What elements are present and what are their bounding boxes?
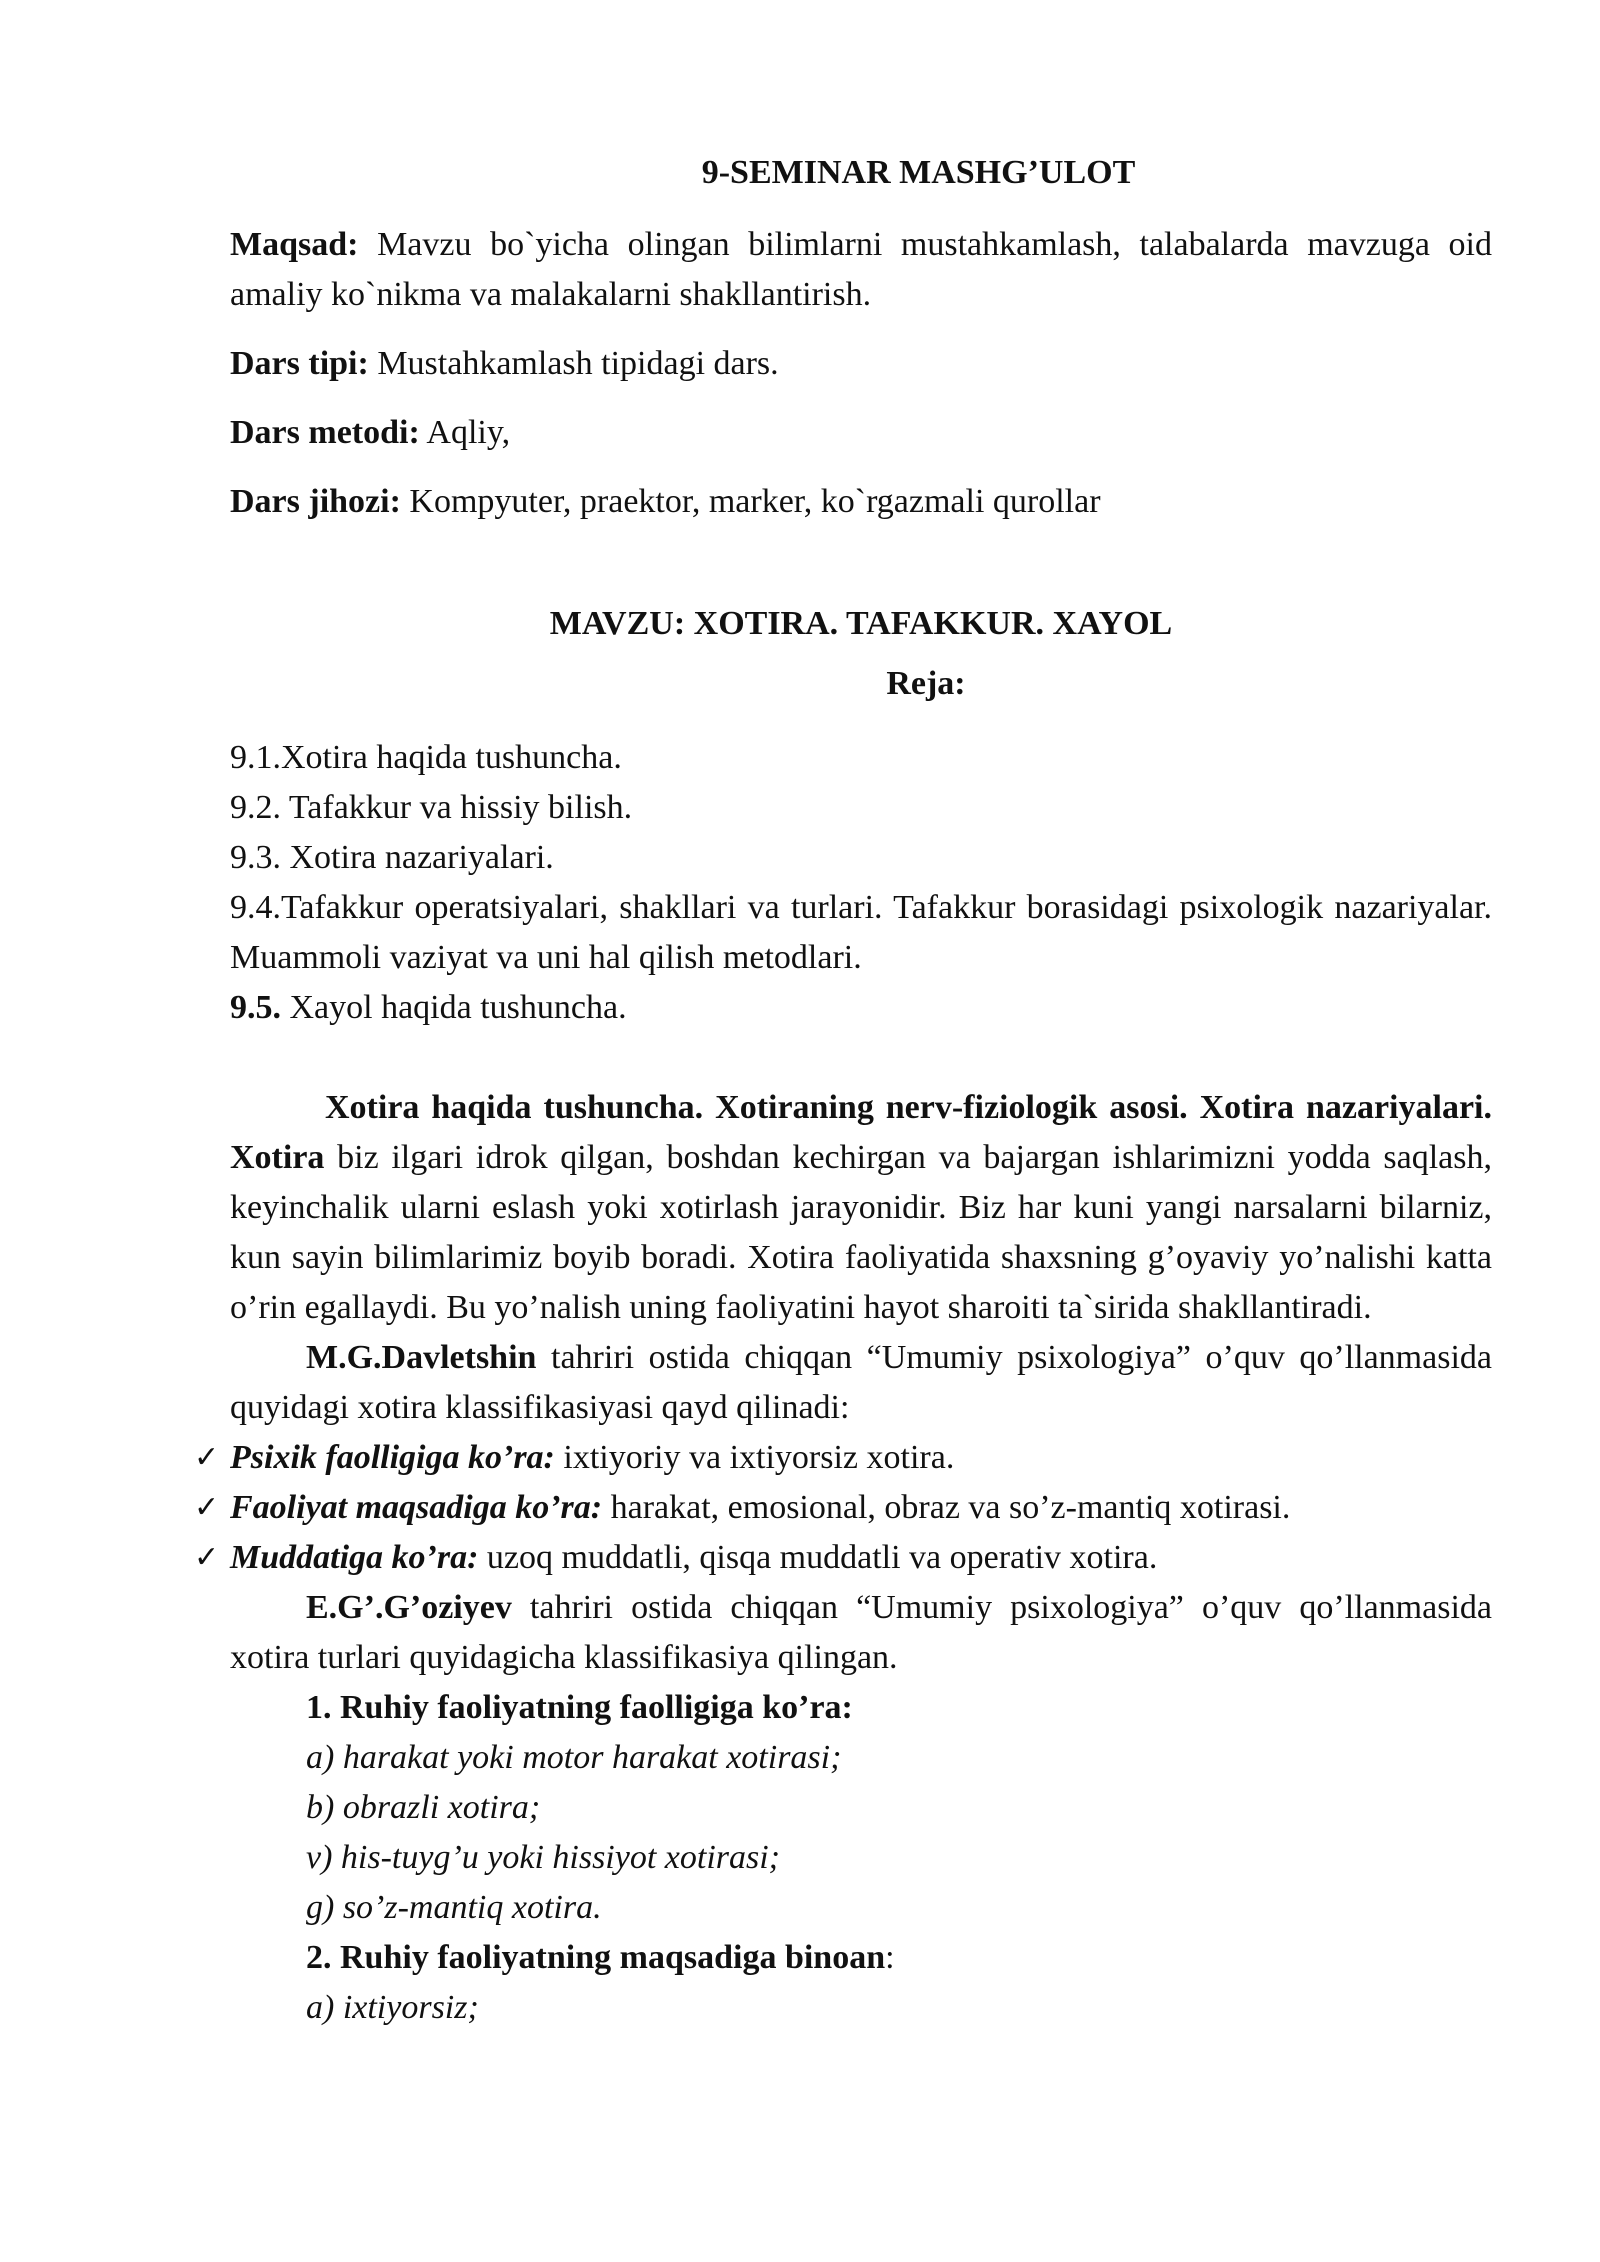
goziyev-paragraph: [230, 1583, 1492, 1683]
classification-heading: [306, 1933, 1492, 1983]
dars-jihozi-paragraph: [230, 477, 1492, 527]
dars-jihozi-label: Dars jihozi:: [230, 483, 401, 520]
classification-item: v) his-tuyg’u yoki hissiyot xotirasi;: [306, 1839, 781, 1876]
section-text: biz ilgari idrok qilgan, boshdan kechirgan va bajargan ishlarimizni yodda saqlash, keyinchalik ularni eslash yoki xotirlash jarayonidir. Biz har kuni yangi narsalarni bilarniz, kun sayin bilimlarimiz boyib boradi. Xotira faoliyatida shaxsning g’oyaviy yo’nalishi katta o’rin egallaydi. Bu yo’nalish uning faoliyatini hayot sharoiti ta`sirida shakllantiradi.: [230, 1139, 1492, 1326]
checklist-item: [194, 1483, 1492, 1533]
classification-item: g) so’z-mantiq xotira.: [306, 1889, 602, 1926]
checkmark-icon: ✓: [194, 1440, 220, 1475]
dars-tipi-label: Dars tipi:: [230, 345, 369, 382]
plan-item: 9.4.Tafakkur operatsiyalari, shakllari va turlari. Tafakkur borasidagi psixologik nazariyalar. Muammoli vaziyat va uni hal qilish metodlari.: [230, 889, 1492, 976]
author-name: E.G’.G’oziyev: [306, 1589, 512, 1626]
document-content: [194, 148, 1492, 2033]
plan-item: [230, 983, 1492, 1033]
classification-heading-colon: :: [885, 1939, 895, 1976]
maqsad-paragraph: [230, 220, 1492, 320]
checklist-item: [194, 1533, 1492, 1583]
dars-metodi-text: Aqliy,: [419, 414, 511, 451]
xotira-paragraph: [230, 1083, 1492, 1333]
checklist-item-label: Faoliyat maqsadiga ko’ra:: [230, 1489, 603, 1526]
checkmark-icon: ✓: [194, 1540, 220, 1575]
dars-metodi-paragraph: [230, 408, 1492, 458]
maqsad-label: Maqsad:: [230, 226, 359, 263]
davletshin-text: tahriri ostida chiqqan “Umumiy psixologiya” o’quv qo’llanmasida quyidagi xotira klassifikasiyasi qayd qilinadi:: [230, 1339, 1492, 1426]
classification-heading: 1. Ruhiy faoliyatning faolligiga ko’ra:: [306, 1689, 853, 1726]
author-name: M.G.Davletshin: [306, 1339, 537, 1376]
topic-heading: MAVZU: XOTIRA. TAFAKKUR. XAYOL: [549, 605, 1173, 642]
plan-item: 9.2. Tafakkur va hissiy bilish.: [230, 789, 633, 826]
checkmark-icon: ✓: [194, 1490, 220, 1525]
page-title: 9-SEMINAR MASHG’ULOT: [701, 154, 1136, 191]
classification-checklist: [194, 1433, 1492, 1583]
plan-heading: Reja:: [886, 665, 966, 702]
checklist-item-text: ixtiyoriy va ixtiyorsiz xotira.: [554, 1439, 955, 1476]
dars-tipi-paragraph: [230, 339, 1492, 389]
plan-item-text: Xayol haqida tushuncha.: [281, 989, 627, 1026]
plan-item-number: 9.5.: [230, 989, 281, 1026]
plan-list: [230, 733, 1492, 1033]
checklist-item-label: Muddatiga ko’ra:: [230, 1539, 479, 1576]
maqsad-text: Mavzu bo`yicha olingan bilimlarni mustahkamlash, talabalarda mavzuga oid amaliy ko`nikma va malakalarni shakllantirish.: [230, 226, 1492, 313]
checklist-item-text: uzoq muddatli, qisqa muddatli va operativ xotira.: [478, 1539, 1158, 1576]
classification-item: a) ixtiyorsiz;: [306, 1989, 479, 2026]
checklist-item-label: Psixik faolligiga ko’ra:: [230, 1439, 555, 1476]
davletshin-paragraph: [230, 1333, 1492, 1433]
goziyev-text: tahriri ostida chiqqan “Umumiy psixologiya” o’quv qo’llanmasida xotira turlari quyidagicha klassifikasiya qilingan.: [230, 1589, 1492, 1676]
section-lead-word: Xotira: [230, 1139, 325, 1176]
classification-item: b) obrazli xotira;: [306, 1789, 541, 1826]
checklist-item: [194, 1433, 1492, 1483]
classification-heading-text: 2. Ruhiy faoliyatning maqsadiga binoan: [306, 1939, 886, 1976]
dars-metodi-label: Dars metodi:: [230, 414, 420, 451]
plan-item: 9.1.Xotira haqida tushuncha.: [230, 739, 622, 776]
classification-item: a) harakat yoki motor harakat xotirasi;: [306, 1739, 842, 1776]
checklist-item-text: harakat, emosional, obraz va so’z-mantiq xotirasi.: [602, 1489, 1291, 1526]
section-heading: Xotira haqida tushuncha. Xotiraning nerv-fiziologik asosi. Xotira nazariyalari.: [325, 1089, 1492, 1126]
dars-tipi-text: Mustahkamlash tipidagi dars.: [368, 345, 779, 382]
dars-jihozi-text: Kompyuter, praektor, marker, ko`rgazmali qurollar: [400, 483, 1101, 520]
plan-item: 9.3. Xotira nazariyalari.: [230, 839, 554, 876]
